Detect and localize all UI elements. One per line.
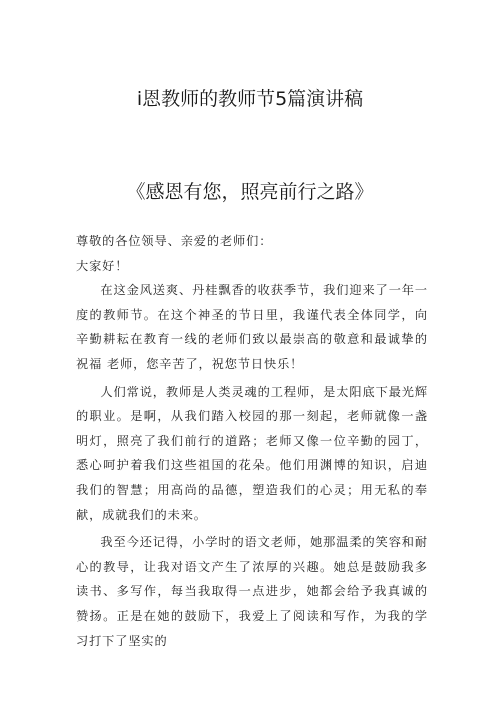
speech-title: 《感恩有您，照亮前行之路》 (126, 181, 374, 203)
speech-body (76, 229, 428, 653)
salutation: 尊敬的各位领导、亲爱的老师们： (76, 234, 273, 248)
greeting: 大家好！ (76, 258, 129, 273)
document-title: i恩教师的教师节5篇演讲稿 (136, 88, 364, 110)
paragraph-2: 人们常说，教师是人类灵魂的工程师，是太阳底下最光辉的职业。是啊，从我们踏入校园的那一刻起，老师就像一盏明灯，照亮了我们前行的道路；老师又像一位辛勤的园丁，悉心呵护着我们这些祖国的花朵。他们用渊博的知识，启迪我们的智慧；用高尚的品德，塑造我们的心灵；用无私的奉献，成就我们的未来。 (76, 384, 428, 522)
paragraph-3: 我至今还记得，小学时的语文老师，她那温柔的笑容和耐心的教导，让我对语文产生了浓厚的兴趣。她总是鼓励我多读书、多写作，每当我取得一点进步，她都会给予我真诚的赞扬。正是在她的鼓励下，我爱上了阅读和写作，为我的学习打下了坚实的 (76, 535, 428, 648)
paragraph-1: 在这金风送爽、丹桂飘香的收获季节，我们迎来了一年一度的教师节。在这个神圣的节日里，我谨代表全体同学，向辛勤耕耘在教育一线的老师们致以最崇高的敬意和最诚挚的祝福 老师，您辛苦了，祝您节日快乐！ (76, 283, 428, 371)
